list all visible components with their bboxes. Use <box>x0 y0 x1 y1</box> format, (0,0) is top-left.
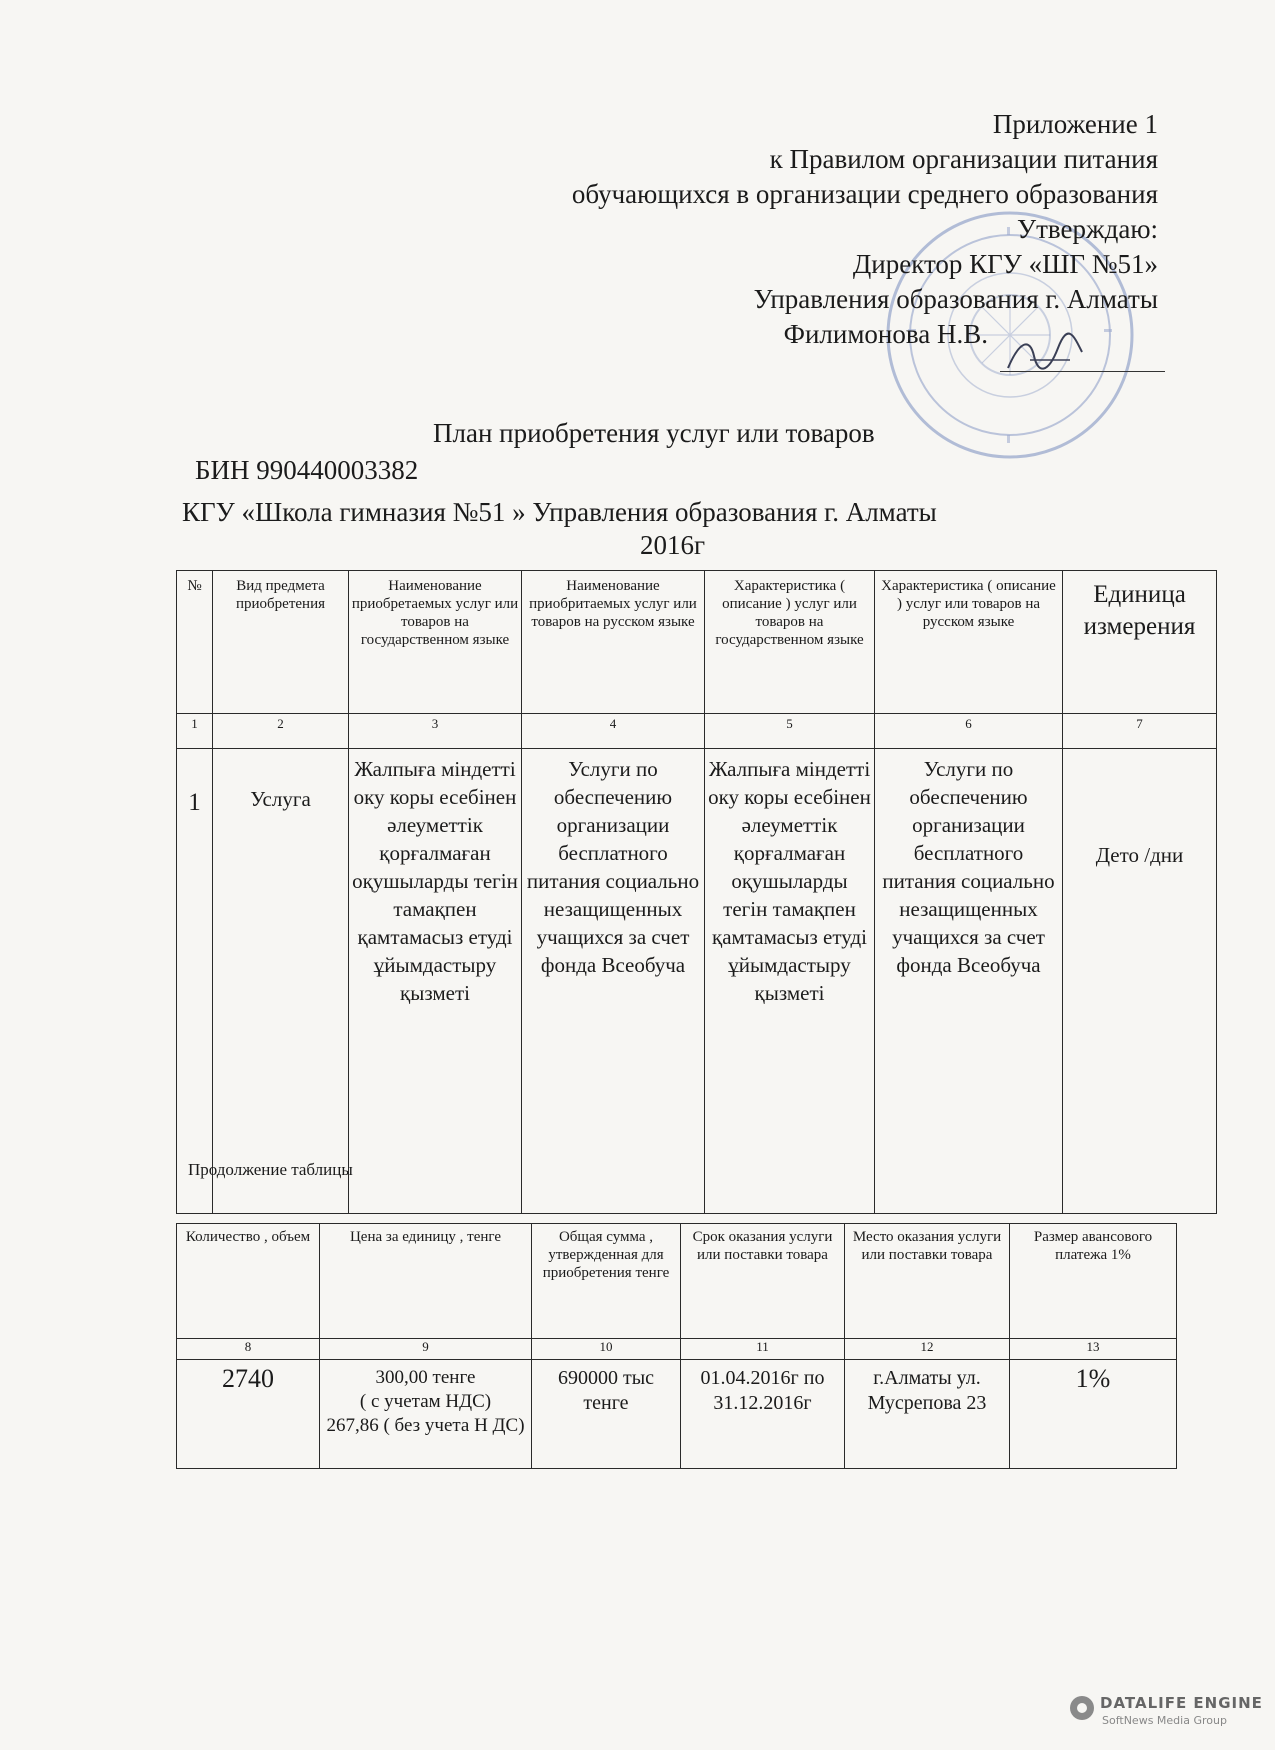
header-cell: Вид предмета приобретения <box>213 571 349 714</box>
header-cell: Общая сумма , утвержденная для приобретения тенге <box>532 1224 681 1339</box>
price-without-vat: 267,86 ( без учета Н ДС) <box>326 1415 525 1436</box>
column-number: 3 <box>349 714 522 749</box>
row-advance: 1% <box>1010 1360 1177 1469</box>
row-desc-ru: Услуги по обеспечению организации бесплатного питания социально незащищенных учащихся за счет фонда Всеобуча <box>875 749 1063 1214</box>
column-number: 12 <box>845 1339 1010 1360</box>
approve-label: Утверждаю: <box>1016 214 1158 244</box>
rules-line-1: к Правилом организации питания <box>769 144 1158 174</box>
row-name-kz: Жалпыға міндетті оку коры есебінен әлеуметтік қорғалмаған оқушыларды тегін тамақпен қамтамасыз етуді ұйымдастыру қызметі <box>349 749 522 1214</box>
column-number-row <box>177 1339 1177 1360</box>
bin-number: БИН 990440003382 <box>195 455 419 485</box>
header-cell: Цена за единицу , тенге <box>320 1224 532 1339</box>
column-number: 5 <box>705 714 875 749</box>
signature-line <box>1000 371 1165 372</box>
signer-name: Филимонова Н.В. <box>783 319 988 349</box>
row-name-ru: Услуги по обеспечению организации бесплатного питания социально незащищенных учащихся за счет фонда Всеобуча <box>522 749 705 1214</box>
row-type: Услуга <box>213 749 349 1214</box>
header-cell: Единица измерения <box>1063 571 1217 714</box>
header-cell: Место оказания услуги или поставки товара <box>845 1224 1010 1339</box>
director-label: Директор КГУ «ШГ №51» <box>852 249 1158 279</box>
engine-logo-icon <box>1070 1696 1094 1720</box>
header-cell: Характеристика ( описание ) услуг или товаров на русском языке <box>875 571 1063 714</box>
row-quantity: 2740 <box>177 1360 320 1469</box>
price-with-vat: 300,00 тенге <box>375 1367 476 1388</box>
header-cell: Наименование приобритаемых услуг или товаров на русском языке <box>522 571 705 714</box>
column-number: 4 <box>522 714 705 749</box>
column-number: 11 <box>681 1339 845 1360</box>
table-row <box>177 1360 1177 1469</box>
plan-year: 2016г <box>640 530 706 560</box>
header-cell: Наименование приобретаемых услуг или товаров на государственном языке <box>349 571 522 714</box>
continuation-table <box>176 1223 1177 1469</box>
column-number: 6 <box>875 714 1063 749</box>
header-cell: Срок оказания услуги или поставки товара <box>681 1224 845 1339</box>
watermark <box>1060 1690 1263 1740</box>
procurement-table <box>176 570 1217 1214</box>
column-number: 2 <box>213 714 349 749</box>
table-header-row <box>177 571 1217 714</box>
header-cell: Количество , объем <box>177 1224 320 1339</box>
watermark-group: SoftNews Media Group <box>1102 1714 1227 1727</box>
appendix-label: Приложение 1 <box>992 109 1158 139</box>
school-name: КГУ «Школа гимназия №51 » Управления образования г. Алматы <box>182 497 937 527</box>
column-number-row <box>177 714 1217 749</box>
header-cell: № <box>177 571 213 714</box>
row-price <box>320 1360 532 1469</box>
plan-title: План приобретения услуг или товаров <box>433 418 875 448</box>
column-number: 8 <box>177 1339 320 1360</box>
column-number: 9 <box>320 1339 532 1360</box>
row-unit: Дето /дни <box>1063 749 1217 1214</box>
column-number: 13 <box>1010 1339 1177 1360</box>
approval-header <box>572 107 1158 352</box>
row-desc-kz: Жалпыға міндетті оку коры есебінен әлеуметтік қорғалмаған оқушыларды тегін тамақпен қамтамасыз етуді ұйымдастыру қызметі <box>705 749 875 1214</box>
row-period: 01.04.2016г по 31.12.2016г <box>681 1360 845 1469</box>
row-total: 690000 тыс тенге <box>532 1360 681 1469</box>
header-cell: Характеристика ( описание ) услуг или товаров на государственном языке <box>705 571 875 714</box>
column-number: 10 <box>532 1339 681 1360</box>
watermark-engine: DATALIFE ENGINE <box>1100 1694 1263 1712</box>
row-number: 1 <box>177 749 213 1214</box>
continuation-label: Продолжение таблицы <box>188 1160 353 1179</box>
column-number: 7 <box>1063 714 1217 749</box>
rules-line-2: обучающихся в организации среднего образования <box>571 179 1158 209</box>
table-header-row <box>177 1224 1177 1339</box>
row-place: г.Алматы ул. Мусрепова 23 <box>845 1360 1010 1469</box>
column-number: 1 <box>177 714 213 749</box>
department-label: Управления образования г. Алматы <box>753 284 1158 314</box>
header-cell: Размер авансового платежа 1% <box>1010 1224 1177 1339</box>
price-vat-note: ( с учетам НДС) <box>359 1391 492 1412</box>
table-row <box>177 749 1217 1214</box>
